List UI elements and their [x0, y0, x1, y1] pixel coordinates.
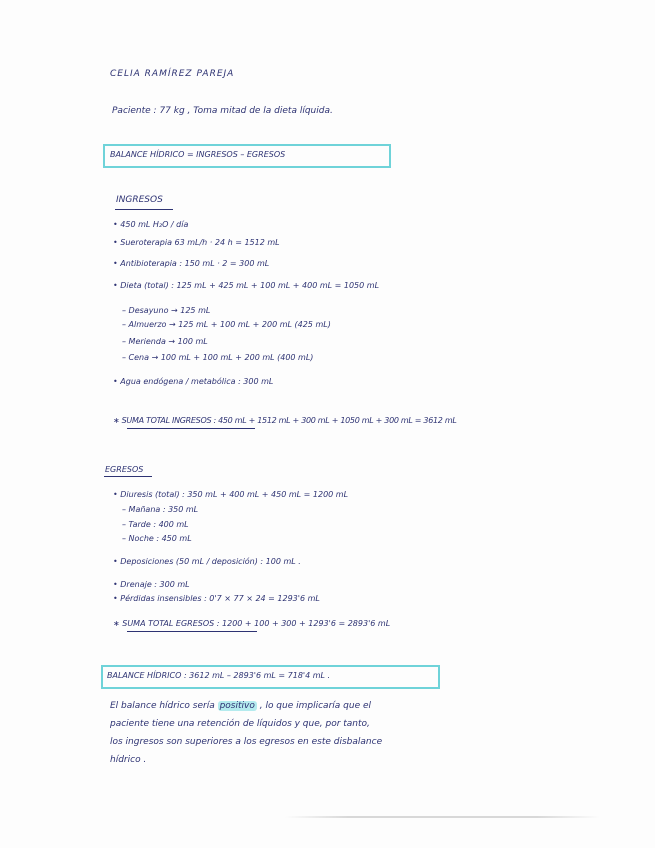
- conclusion-line-1-start: El balance hídrico sería: [110, 701, 218, 711]
- balance-result: BALANCE HÍDRICO : 3612 mL – 2893'6 mL = 718'4 mL .: [107, 671, 331, 680]
- positivo-highlight: positivo: [219, 701, 255, 711]
- ingresos-suma-total: ∗ SUMA TOTAL INGRESOS : 450 mL + 1512 mL + 300 mL + 1050 mL + 300 mL = 3612 mL: [113, 416, 457, 425]
- ingreso-agua-endogena: • Agua endógena / metabólica : 300 mL: [113, 377, 274, 386]
- conclusion-line-1: [110, 701, 371, 711]
- conclusion-line-2: paciente tiene una retención de líquidos y que, por tanto,: [110, 719, 370, 729]
- dieta-desayuno: – Desayuno → 125 mL: [122, 306, 211, 315]
- ingresos-underline: [115, 209, 173, 210]
- suma-ingresos-underline: [127, 428, 255, 429]
- diuresis-noche: – Noche : 450 mL: [122, 534, 192, 543]
- ingreso-sueroterapia: • Sueroterapia 63 mL/h · 24 h = 1512 mL: [113, 238, 280, 247]
- egreso-diuresis: • Diuresis (total) : 350 mL + 400 mL + 450 mL = 1200 mL: [113, 490, 349, 499]
- ingreso-water: • 450 mL H₂O / día: [113, 220, 189, 229]
- ingresos-heading: INGRESOS: [116, 195, 163, 205]
- egreso-perdidas-insensibles: • Pérdidas insensibles : 0'7 × 77 × 24 = 1293'6 mL: [113, 594, 320, 603]
- dieta-cena: – Cena → 100 mL + 100 mL + 200 mL (400 mL): [122, 353, 314, 362]
- diuresis-manana: – Mañana : 350 mL: [122, 505, 199, 514]
- conclusion-line-3: los ingresos son superiores a los egresos en este disbalance: [110, 737, 383, 747]
- egresos-heading: EGRESOS: [105, 465, 144, 474]
- diuresis-tarde: – Tarde : 400 mL: [122, 520, 189, 529]
- dieta-merienda: – Merienda → 100 mL: [122, 337, 208, 346]
- egreso-drenaje: • Drenaje : 300 mL: [113, 580, 190, 589]
- author-name: CELIA RAMÍREZ PAREJA: [110, 69, 235, 79]
- conclusion-line-4: hídrico .: [110, 755, 147, 765]
- egresos-underline: [104, 476, 152, 477]
- ingreso-dieta: • Dieta (total) : 125 mL + 425 mL + 100 mL + 400 mL = 1050 mL: [113, 281, 380, 290]
- egresos-suma-total: ∗ SUMA TOTAL EGRESOS : 1200 + 100 + 300 + 1293'6 = 2893'6 mL: [113, 619, 391, 628]
- dieta-almuerzo: – Almuerzo → 125 mL + 100 mL + 200 mL (425 mL): [122, 320, 331, 329]
- egreso-deposiciones: • Deposiciones (50 mL / deposición) : 100 mL .: [113, 557, 301, 566]
- ingreso-antibioterapia: • Antibioterapia : 150 mL · 2 = 300 mL: [113, 259, 270, 268]
- suma-egresos-underline: [127, 631, 257, 632]
- page-bottom-edge: [285, 816, 600, 818]
- balance-formula: BALANCE HÍDRICO = INGRESOS – EGRESOS: [110, 150, 286, 159]
- patient-line: Paciente : 77 kg , Toma mitad de la dieta líquida.: [112, 106, 333, 116]
- conclusion-line-1-end: , lo que implicaría que el: [256, 701, 371, 711]
